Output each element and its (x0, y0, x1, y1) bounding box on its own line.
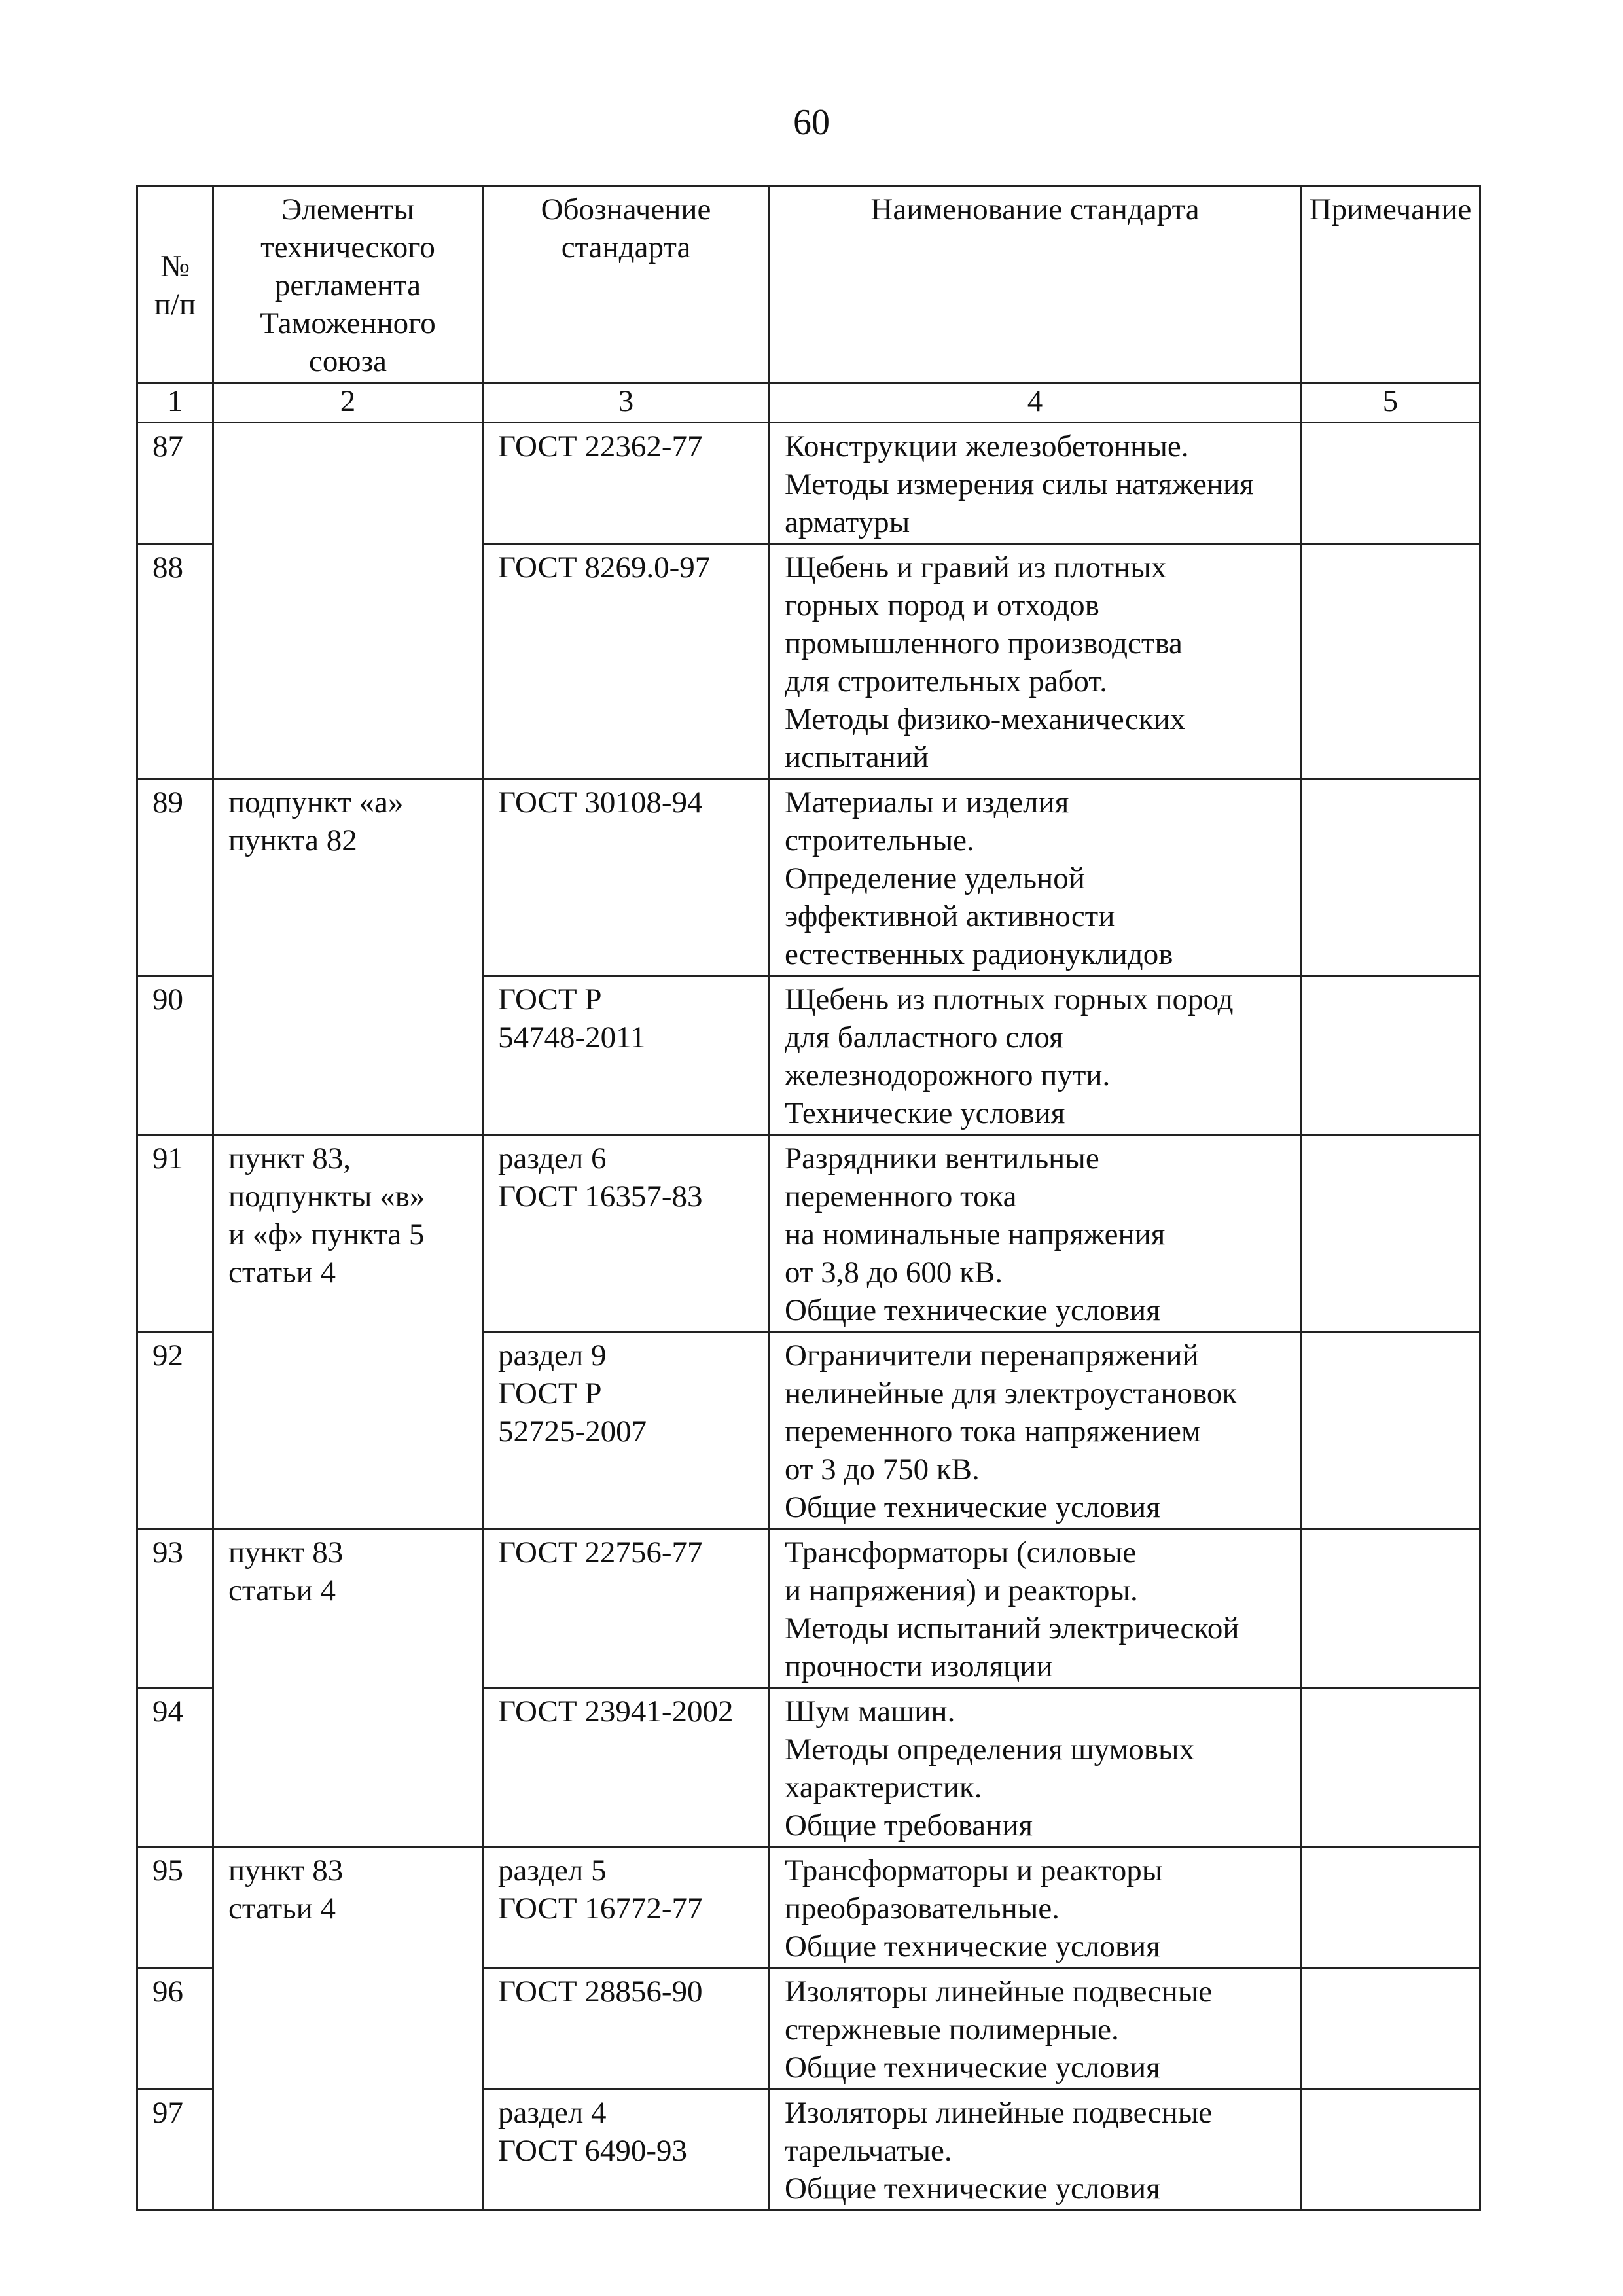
standard-name-line: Ограничители перенапряжений (785, 1338, 1199, 1372)
designation-line: раздел 5 (498, 1854, 607, 1888)
standard-name (770, 1847, 1301, 1968)
note (1301, 423, 1480, 544)
header-line: Наименование стандарта (870, 192, 1200, 226)
standard-name-line: нелинейные для электроустановок (785, 1376, 1238, 1410)
standard-name-line: Щебень и гравий из плотных (785, 550, 1167, 584)
standard-name-line: преобразовательные. (785, 1892, 1060, 1926)
standard-name-line: Технические условия (785, 1096, 1065, 1130)
standard-name-line: Конструкции железобетонные. (785, 429, 1189, 463)
table-row (137, 779, 1480, 976)
note (1301, 779, 1480, 976)
standard-name (770, 1135, 1301, 1332)
table-body (137, 423, 1480, 2210)
standard-name (770, 2089, 1301, 2210)
header-name (770, 186, 1301, 383)
regulation-element (213, 423, 483, 779)
standard-designation (483, 1135, 770, 1332)
header-line: Обозначение (541, 192, 711, 226)
standard-designation (483, 1529, 770, 1688)
row-number: 94 (137, 1688, 213, 1847)
standard-name-line: железнодорожного пути. (785, 1058, 1111, 1092)
standard-name-line: естественных радионуклидов (785, 937, 1173, 971)
standard-name-line: Трансформаторы и реакторы (785, 1854, 1163, 1888)
row-number: 89 (137, 779, 213, 976)
standard-name (770, 423, 1301, 544)
standard-name-line: от 3 до 750 кВ. (785, 1452, 980, 1486)
standard-name-line: эффективной активности (785, 899, 1115, 933)
standard-name-line: Трансформаторы (силовые (785, 1535, 1137, 1570)
standard-name (770, 976, 1301, 1135)
standard-name-line: строительные. (785, 823, 974, 857)
designation-line: ГОСТ 30108-94 (498, 785, 703, 819)
row-number: 93 (137, 1529, 213, 1688)
designation-line: ГОСТ 22362-77 (498, 429, 703, 463)
note (1301, 544, 1480, 779)
regulation-element-line: статьи 4 (228, 1255, 336, 1289)
regulation-element-line: пункта 82 (228, 823, 357, 857)
column-number: 1 (137, 383, 213, 423)
standard-designation (483, 779, 770, 976)
standard-designation (483, 544, 770, 779)
standard-name-line: Методы определения шумовых (785, 1732, 1195, 1767)
standard-name-line: Шум машин. (785, 1695, 955, 1729)
header-line: п/п (154, 287, 196, 321)
regulation-element-line: пункт 83, (228, 1141, 351, 1175)
standard-designation (483, 1332, 770, 1529)
standard-name-line: арматуры (785, 505, 910, 539)
regulation-element-line: и «ф» пункта 5 (228, 1217, 425, 1251)
standard-name-line: Общие требования (785, 1808, 1033, 1842)
standard-name-line: стержневые полимерные. (785, 2013, 1119, 2047)
standard-name-line: прочности изоляции (785, 1649, 1053, 1683)
standard-name-line: Разрядники вентильные (785, 1141, 1099, 1175)
page-number: 60 (793, 102, 830, 143)
regulation-element-line: подпункт «а» (228, 785, 404, 819)
header-line: № (160, 249, 190, 283)
standard-name-line: Методы физико-механических (785, 702, 1186, 736)
regulation-element (213, 1847, 483, 2210)
row-number: 91 (137, 1135, 213, 1332)
column-number: 2 (213, 383, 483, 423)
standard-name-line: Изоляторы линейные подвесные (785, 1975, 1213, 2009)
header-number (137, 186, 213, 383)
designation-line: раздел 9 (498, 1338, 607, 1372)
designation-line: 54748-2011 (498, 1020, 646, 1054)
standard-name (770, 544, 1301, 779)
standard-name-line: Общие технические условия (785, 1490, 1160, 1524)
row-number: 87 (137, 423, 213, 544)
standard-name (770, 779, 1301, 976)
table-row (137, 1135, 1480, 1332)
note (1301, 1688, 1480, 1847)
designation-line: 52725-2007 (498, 1414, 647, 1448)
note (1301, 976, 1480, 1135)
standard-designation (483, 976, 770, 1135)
standard-name-line: для балластного слоя (785, 1020, 1063, 1054)
header-elements (213, 186, 483, 383)
row-number: 92 (137, 1332, 213, 1529)
column-number: 5 (1301, 383, 1480, 423)
designation-line: ГОСТ 16357-83 (498, 1179, 703, 1213)
header-line: Элементы (281, 192, 414, 226)
header-line: Таможенного (260, 306, 436, 340)
designation-line: ГОСТ 23941-2002 (498, 1695, 734, 1729)
designation-line: раздел 4 (498, 2096, 607, 2130)
regulation-element (213, 1135, 483, 1529)
regulation-element-line: пункт 83 (228, 1854, 344, 1888)
standard-designation (483, 1968, 770, 2089)
row-number: 96 (137, 1968, 213, 2089)
standard-name (770, 1529, 1301, 1688)
row-number: 90 (137, 976, 213, 1135)
standard-name-line: Материалы и изделия (785, 785, 1069, 819)
note (1301, 1968, 1480, 2089)
standard-designation (483, 1847, 770, 1968)
row-number: 97 (137, 2089, 213, 2210)
table-row (137, 1847, 1480, 1968)
designation-line: ГОСТ 22756-77 (498, 1535, 703, 1570)
standard-name-line: и напряжения) и реакторы. (785, 1573, 1138, 1607)
designation-line: раздел 6 (498, 1141, 607, 1175)
column-number: 4 (770, 383, 1301, 423)
standard-designation (483, 1688, 770, 1847)
note (1301, 1847, 1480, 1968)
standard-name-line: Общие технические условия (785, 1929, 1160, 1964)
header-line: союза (309, 344, 387, 378)
standard-name (770, 1968, 1301, 2089)
standard-name-line: промышленного производства (785, 626, 1183, 660)
header-designation (483, 186, 770, 383)
designation-line: ГОСТ 28856-90 (498, 1975, 703, 2009)
standard-name-line: Изоляторы линейные подвесные (785, 2096, 1213, 2130)
standard-name-line: горных пород и отходов (785, 588, 1099, 622)
note (1301, 1332, 1480, 1529)
standard-name-line: тарельчатые. (785, 2134, 952, 2168)
standard-name (770, 1332, 1301, 1529)
header-line: стандарта (561, 230, 691, 264)
standard-name (770, 1688, 1301, 1847)
standards-table (136, 185, 1481, 2211)
column-numbers-row (137, 383, 1480, 423)
note (1301, 2089, 1480, 2210)
header-line: регламента (274, 268, 421, 302)
standard-name-line: Общие технические условия (785, 1293, 1160, 1327)
standard-name-line: Определение удельной (785, 861, 1085, 895)
note (1301, 1135, 1480, 1332)
standard-name-line: испытаний (785, 740, 929, 774)
regulation-element-line: подпункты «в» (228, 1179, 425, 1213)
standard-name-line: Общие технические условия (785, 2172, 1160, 2206)
header-line: технического (260, 230, 435, 264)
header-row (137, 186, 1480, 383)
standard-designation (483, 423, 770, 544)
table-row (137, 1529, 1480, 1688)
header-note (1301, 186, 1480, 383)
regulation-element-line: статьи 4 (228, 1573, 336, 1607)
standard-name-line: от 3,8 до 600 кВ. (785, 1255, 1003, 1289)
regulation-element-line: статьи 4 (228, 1892, 336, 1926)
standard-name-line: на номинальные напряжения (785, 1217, 1166, 1251)
row-number: 88 (137, 544, 213, 779)
standard-name-line: Методы измерения силы натяжения (785, 467, 1254, 501)
regulation-element (213, 779, 483, 1135)
standard-name-line: для строительных работ. (785, 664, 1108, 698)
standard-name-line: Общие технические условия (785, 2051, 1160, 2085)
designation-line: ГОСТ Р (498, 982, 602, 1016)
note (1301, 1529, 1480, 1688)
standard-name-line: характеристик. (785, 1770, 982, 1804)
regulation-element (213, 1529, 483, 1847)
designation-line: ГОСТ 16772-77 (498, 1892, 703, 1926)
row-number: 95 (137, 1847, 213, 1968)
header-line: Примечание (1309, 192, 1472, 226)
standard-name-line: Щебень из плотных горных пород (785, 982, 1234, 1016)
column-number: 3 (483, 383, 770, 423)
regulation-element-line: пункт 83 (228, 1535, 344, 1570)
designation-line: ГОСТ 8269.0-97 (498, 550, 711, 584)
table-row (137, 423, 1480, 544)
designation-line: ГОСТ 6490-93 (498, 2134, 687, 2168)
designation-line: ГОСТ Р (498, 1376, 602, 1410)
standard-name-line: переменного тока напряжением (785, 1414, 1201, 1448)
standard-name-line: переменного тока (785, 1179, 1017, 1213)
standard-name-line: Методы испытаний электрической (785, 1611, 1240, 1645)
standard-designation (483, 2089, 770, 2210)
